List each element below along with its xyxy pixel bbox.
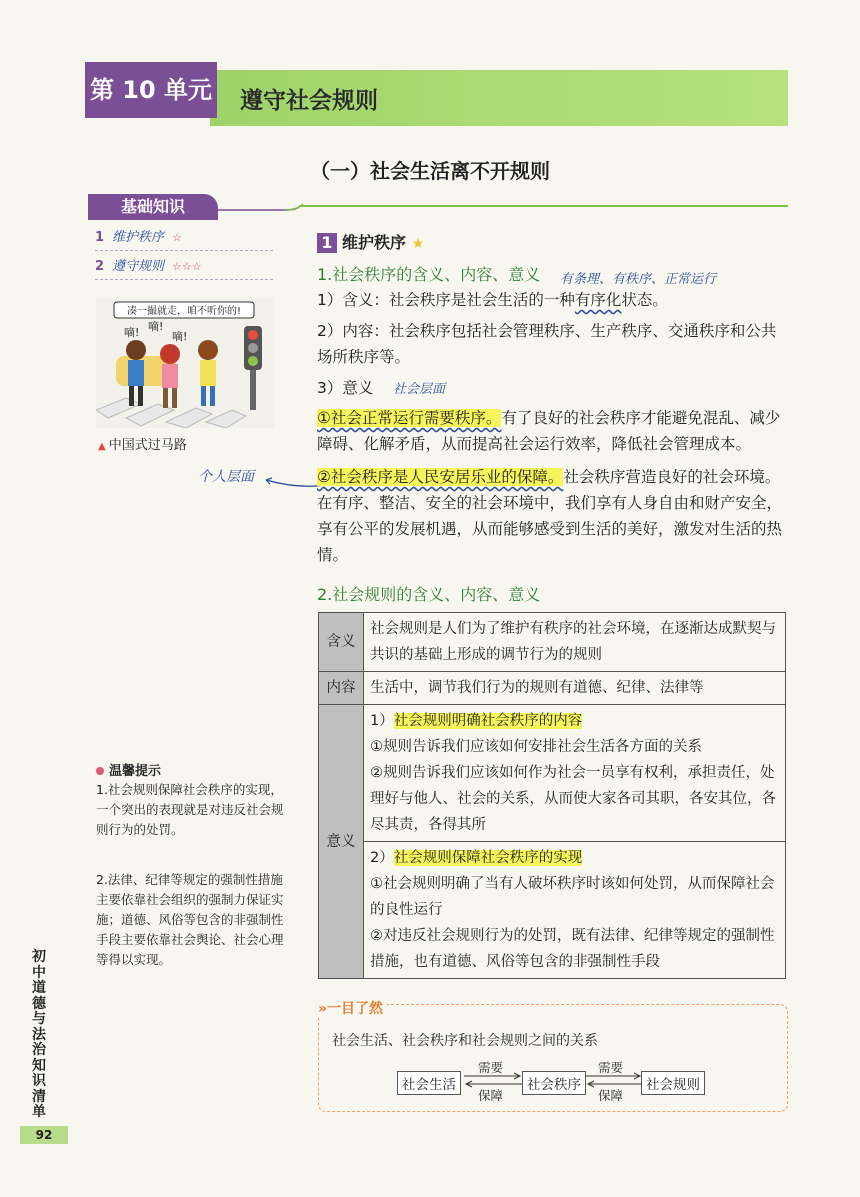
subsection-heading <box>317 230 424 253</box>
section-divider <box>300 205 788 207</box>
speech-bubble-text: 凑一撮就走，咱不听你的! <box>126 306 242 317</box>
flow-box: 社会生活 <box>397 1071 461 1095</box>
paragraph-point-2: ②社会秩序是人民安居乐业的保障。社会秩序营造良好的社会环境。在有序、整洁、安全的社会环境中，我们享有人身自由和财产安全，享有公平的发展机遇，从而能够感受到生活的美好，激发对生活的热情。 <box>317 468 783 564</box>
triangle-icon: ▲ <box>98 441 106 452</box>
star-icon: ☆ <box>172 231 182 244</box>
star-icon: ☆☆☆ <box>172 260 202 273</box>
flow-box: 社会秩序 <box>522 1071 586 1095</box>
sidebar-item-number: 2 <box>95 259 105 274</box>
sidebar-item <box>95 226 273 251</box>
double-arrow-icon <box>584 1072 644 1088</box>
flow-label-guarantee: 保障 <box>598 1088 624 1103</box>
table-row <box>319 842 786 979</box>
table-cell: 社会规则是人们为了维护有秩序的社会环境，在逐渐达成默契与共识的基础上形成的调节行为的规则 <box>364 613 786 672</box>
heading-2: 2.社会规则的含义、内容、意义 <box>317 585 541 604</box>
crossing-road-illustration <box>96 298 274 428</box>
double-arrow-icon: » <box>318 1001 328 1017</box>
flow-box: 社会规则 <box>641 1071 705 1095</box>
sound-text: 嘀! <box>124 326 140 339</box>
flow-label-need: 需要 <box>598 1060 624 1075</box>
handwritten-note-order: 有条理、有秩序、正常运行 <box>560 272 717 287</box>
sound-text: 嘀! <box>148 320 164 333</box>
double-arrow-icon <box>462 1072 524 1088</box>
table-cell: 1）社会规则明确社会秩序的内容 ①规则告诉我们应该如何安排社会生活各方面的关系 ②规则告诉我们应该如何作为社会一员享有权利，承担责任，处理好与他人、社会的关系，从而使大家各司其职，各安其位，各尽其责，各得其所 <box>364 705 786 842</box>
paragraph-point-1: ①社会正常运行需要秩序。有了良好的社会秩序才能避免混乱、减少障碍、化解矛盾，从而提高社会运行效率，降低社会管理成本。 <box>317 409 781 453</box>
subsection-title: 维护秩序 <box>342 233 407 252</box>
table-label: 内容 <box>319 672 364 705</box>
at-a-glance-label: 一目了然 <box>327 1001 384 1017</box>
heading-1: 1.社会秩序的含义、内容、意义 <box>317 265 541 284</box>
paragraph-meaning: 1）含义：社会秩序是社会生活的一种有序化状态。 <box>317 291 668 309</box>
flow-label-guarantee: 保障 <box>478 1088 504 1103</box>
rules-table <box>318 612 786 979</box>
section-title: （一）社会生活离不开规则 <box>310 159 550 183</box>
paragraph-significance-label: 3）意义 <box>317 379 374 397</box>
divider-curve <box>215 200 305 222</box>
sidebar-item-label: 维护秩序 <box>112 230 165 245</box>
at-a-glance-box <box>318 1004 788 1112</box>
table-row <box>319 705 786 842</box>
handwritten-note-social: 社会层面 <box>393 382 446 397</box>
table-label: 含义 <box>319 613 364 672</box>
page-number: 92 <box>20 1126 68 1144</box>
sidebar-item <box>95 255 273 280</box>
table-row <box>319 672 786 705</box>
tip-item: 1.社会规则保障社会秩序的实现，一个突出的表现就是对违反社会规则行为的处罚。 <box>96 782 284 837</box>
handwritten-note-personal: 个人层面 <box>198 469 254 485</box>
tip-title <box>96 760 161 779</box>
vertical-book-title: 初中道德与法治知识清单 <box>32 949 46 1120</box>
table-cell: 2）社会规则保障社会秩序的实现 ①社会规则明确了当有人破坏秩序时该如何处罚，从而保障社会的良性运行 ②对违反社会规则行为的处罚，既有法律、纪律等规定的强制性措施，也有道德、风俗等包含的非强制性手段 <box>364 842 786 979</box>
tip-item: 2.法律、纪律等规定的强制性措施主要依靠社会组织的强制力保证实施；道德、风俗等包含的非强制性手段主要依靠社会舆论、社会心理等得以实现。 <box>96 872 284 967</box>
sidebar-item-label: 遵守规则 <box>112 259 165 274</box>
glance-description: 社会生活、社会秩序和社会规则之间的关系 <box>332 1033 598 1049</box>
subsection-number: 1 <box>317 233 337 253</box>
dot-icon <box>96 767 104 775</box>
unit-tag: 第 10 单元 <box>85 62 217 118</box>
caption-text: 中国式过马路 <box>108 438 187 453</box>
table-cell: 生活中，调节我们行为的规则有道德、纪律、法律等 <box>364 672 786 705</box>
illustration-caption <box>98 434 187 453</box>
at-a-glance-tag <box>318 998 387 1018</box>
table-label: 意义 <box>319 705 364 979</box>
table-row <box>319 613 786 672</box>
sound-text: 嘀! <box>172 330 188 343</box>
tip-title-text: 温馨提示 <box>109 764 162 779</box>
basic-knowledge-tag: 基础知识 <box>88 194 218 220</box>
unit-title: 遵守社会规则 <box>240 88 378 114</box>
paragraph-content: 2）内容：社会秩序包括社会管理秩序、生产秩序、交通秩序和公共场所秩序等。 <box>317 322 777 366</box>
sidebar-item-number: 1 <box>95 230 105 245</box>
flow-label-need: 需要 <box>478 1060 504 1075</box>
star-icon: ★ <box>411 236 425 252</box>
